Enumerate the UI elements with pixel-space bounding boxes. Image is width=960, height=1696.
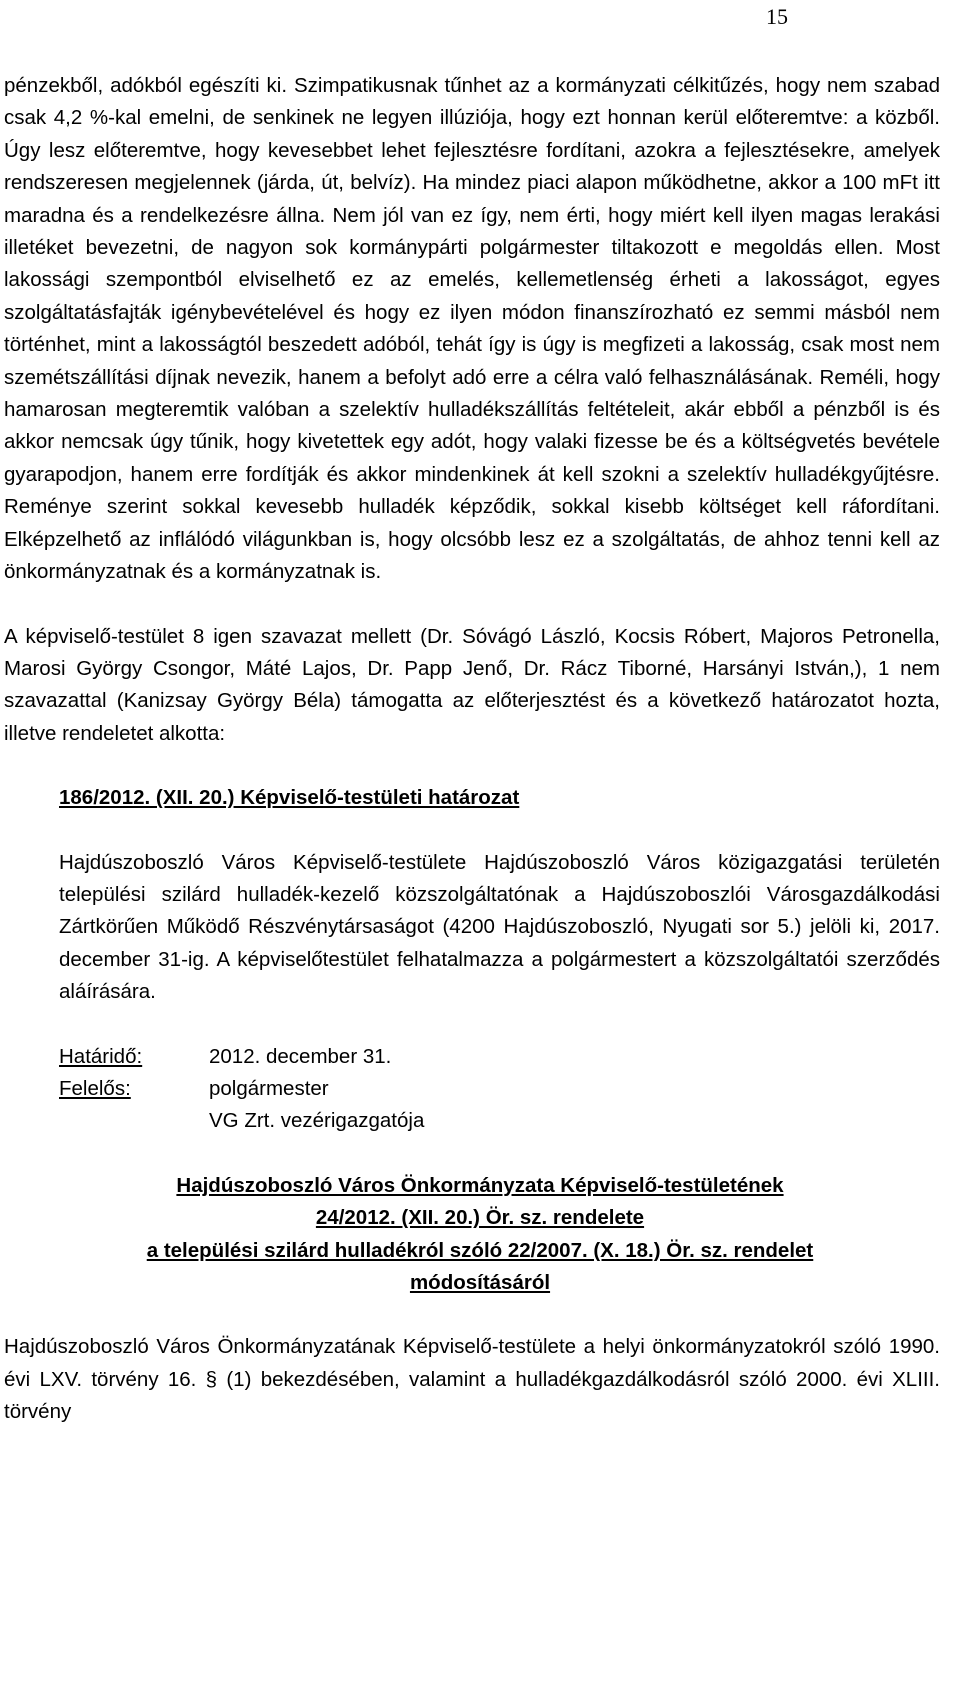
ordinance-title-line-4: módosításáról <box>409 1271 551 1294</box>
spacer <box>0 589 960 621</box>
spacer <box>0 815 960 847</box>
spacer <box>0 750 960 782</box>
ordinance-title-line-3: a települési szilárd hulladékról szóló 22/2007. (X. 18.) Ör. sz. rendelet <box>146 1238 814 1262</box>
deadline-row <box>0 1041 960 1073</box>
deadline-value: 2012. december 31. <box>209 1044 392 1068</box>
spacer <box>0 1299 960 1331</box>
page-number: 15 <box>766 4 788 29</box>
label-spacer <box>59 1105 209 1137</box>
resolution-title: 186/2012. (XII. 20.) Képviselő-testületi határozat <box>59 786 520 810</box>
ordinance-title-line-2: 24/2012. (XII. 20.) Ör. sz. rendelete <box>315 1206 645 1230</box>
vote-paragraph: A képviselő-testület 8 igen szavazat mellett (Dr. Sóvágó László, Kocsis Róbert, Majoros Petronella, Marosi György Csongor, Máté Lajos, Dr. Papp Jenő, Dr. Rácz Tiborné, Harsányi István,), 1 nem szavazattal (Kanizsay György Béla) támogatta az előterjesztést és a következő határozatot hozta, illetve rendeletet alkotta: <box>4 624 940 745</box>
responsible-value: polgármester <box>209 1076 329 1100</box>
discussion-paragraph: pénzekből, adókból egészíti ki. Szimpatikusnak tűnhet az a kormányzati célkitűzés, hogy nem szabad csak 4,2 %-kal emelni, de senkinek ne legyen illúziója, hogy ezt honnan kerül előteremtve: a közből. Úgy lesz előteremtve, hogy kevesebbet lehet fejlesztésre fordítani, azokra a fejlesztésekre, amelyek rendszeresen megjelennek (járda, út, belvíz). Ha mindez piaci alapon működhetne, akkor a 100 mFt itt maradna és a rendelkezésre állna. Nem jól van ez így, nem érti, hogy miért kell ilyen magas lerakási illetéket bevezetni, de nagyon sok kormánypárti polgármester tiltakozott e megoldás ellen. Most lakossági szempontból elviselhető ez az emelés, kellemetlenség érheti a lakosságot, egyes szolgáltatásfajták igénybevételével és hogy ez ilyen módon finanszírozható ez semmi másból nem történhet, mint a lakosságtól beszedett adóból, tehát így is úgy is megfizeti a lakosság, csak most nem szemétszállítási díjnak nevezik, hanem a befolyt adó erre a célra való felhasználásának. Reméli, hogy hamarosan megteremtik valóban a szelektív hulladékszállítás feltételeit, akár ebből a pénzből is és akkor nemcsak úgy tűnik, hogy kivetettek egy adót, hogy valaki fizesse be és a költségvetés bevétele gyarapodjon, hanem erre fordítják és akkor mindenkinek át kell szokni a szelektív hulladékgyűjtésre. Reménye szerint sokkal kevesebb hulladék képződik, sokkal kisebb költséget kell ráfordítani. Elképzelhető az inflálódó világunkban is, hogy olcsóbb lesz ez a szolgáltatás, de ahhoz tenni kell az önkormányzatnak és a kormányzatnak is. <box>4 74 940 584</box>
document-body <box>0 70 960 1429</box>
resolution-text: Hajdúszoboszló Város Képviselő-testülete Hajdúszoboszló Város közigazgatási területén települési szilárd hulladék-kezelő közszolgáltatónak a Hajdúszoboszlói Városgazdálkodási Zártkörűen Működő Részvénytársaságot (4200 Hajdúszoboszló, Nyugati sor 5.) jelöli ki, 2017. december 31-ig. A képviselőtestület felhatalmazza a polgármestert a közszolgáltatói szerződés aláírására. <box>59 850 940 1004</box>
deadline-label: Határidő: <box>59 1044 143 1068</box>
responsible-row-2 <box>0 1105 960 1137</box>
responsible-row <box>0 1073 960 1105</box>
ordinance-intro: Hajdúszoboszló Város Önkormányzatának Képviselő-testülete a helyi önkormányzatokról szóló 1990. évi LXV. törvény 16. § (1) bekezdésében, valamint a hulladékgazdálkodásról szóló 2000. évi XLIII. törvény <box>4 1335 940 1424</box>
spacer <box>0 1009 960 1041</box>
spacer <box>0 1138 960 1170</box>
responsible-value-2: VG Zrt. vezérigazgatója <box>209 1109 425 1133</box>
ordinance-title-line-1: Hajdúszoboszló Város Önkormányzata Képviselő-testületének <box>176 1173 784 1197</box>
responsible-label: Felelős: <box>59 1076 131 1100</box>
